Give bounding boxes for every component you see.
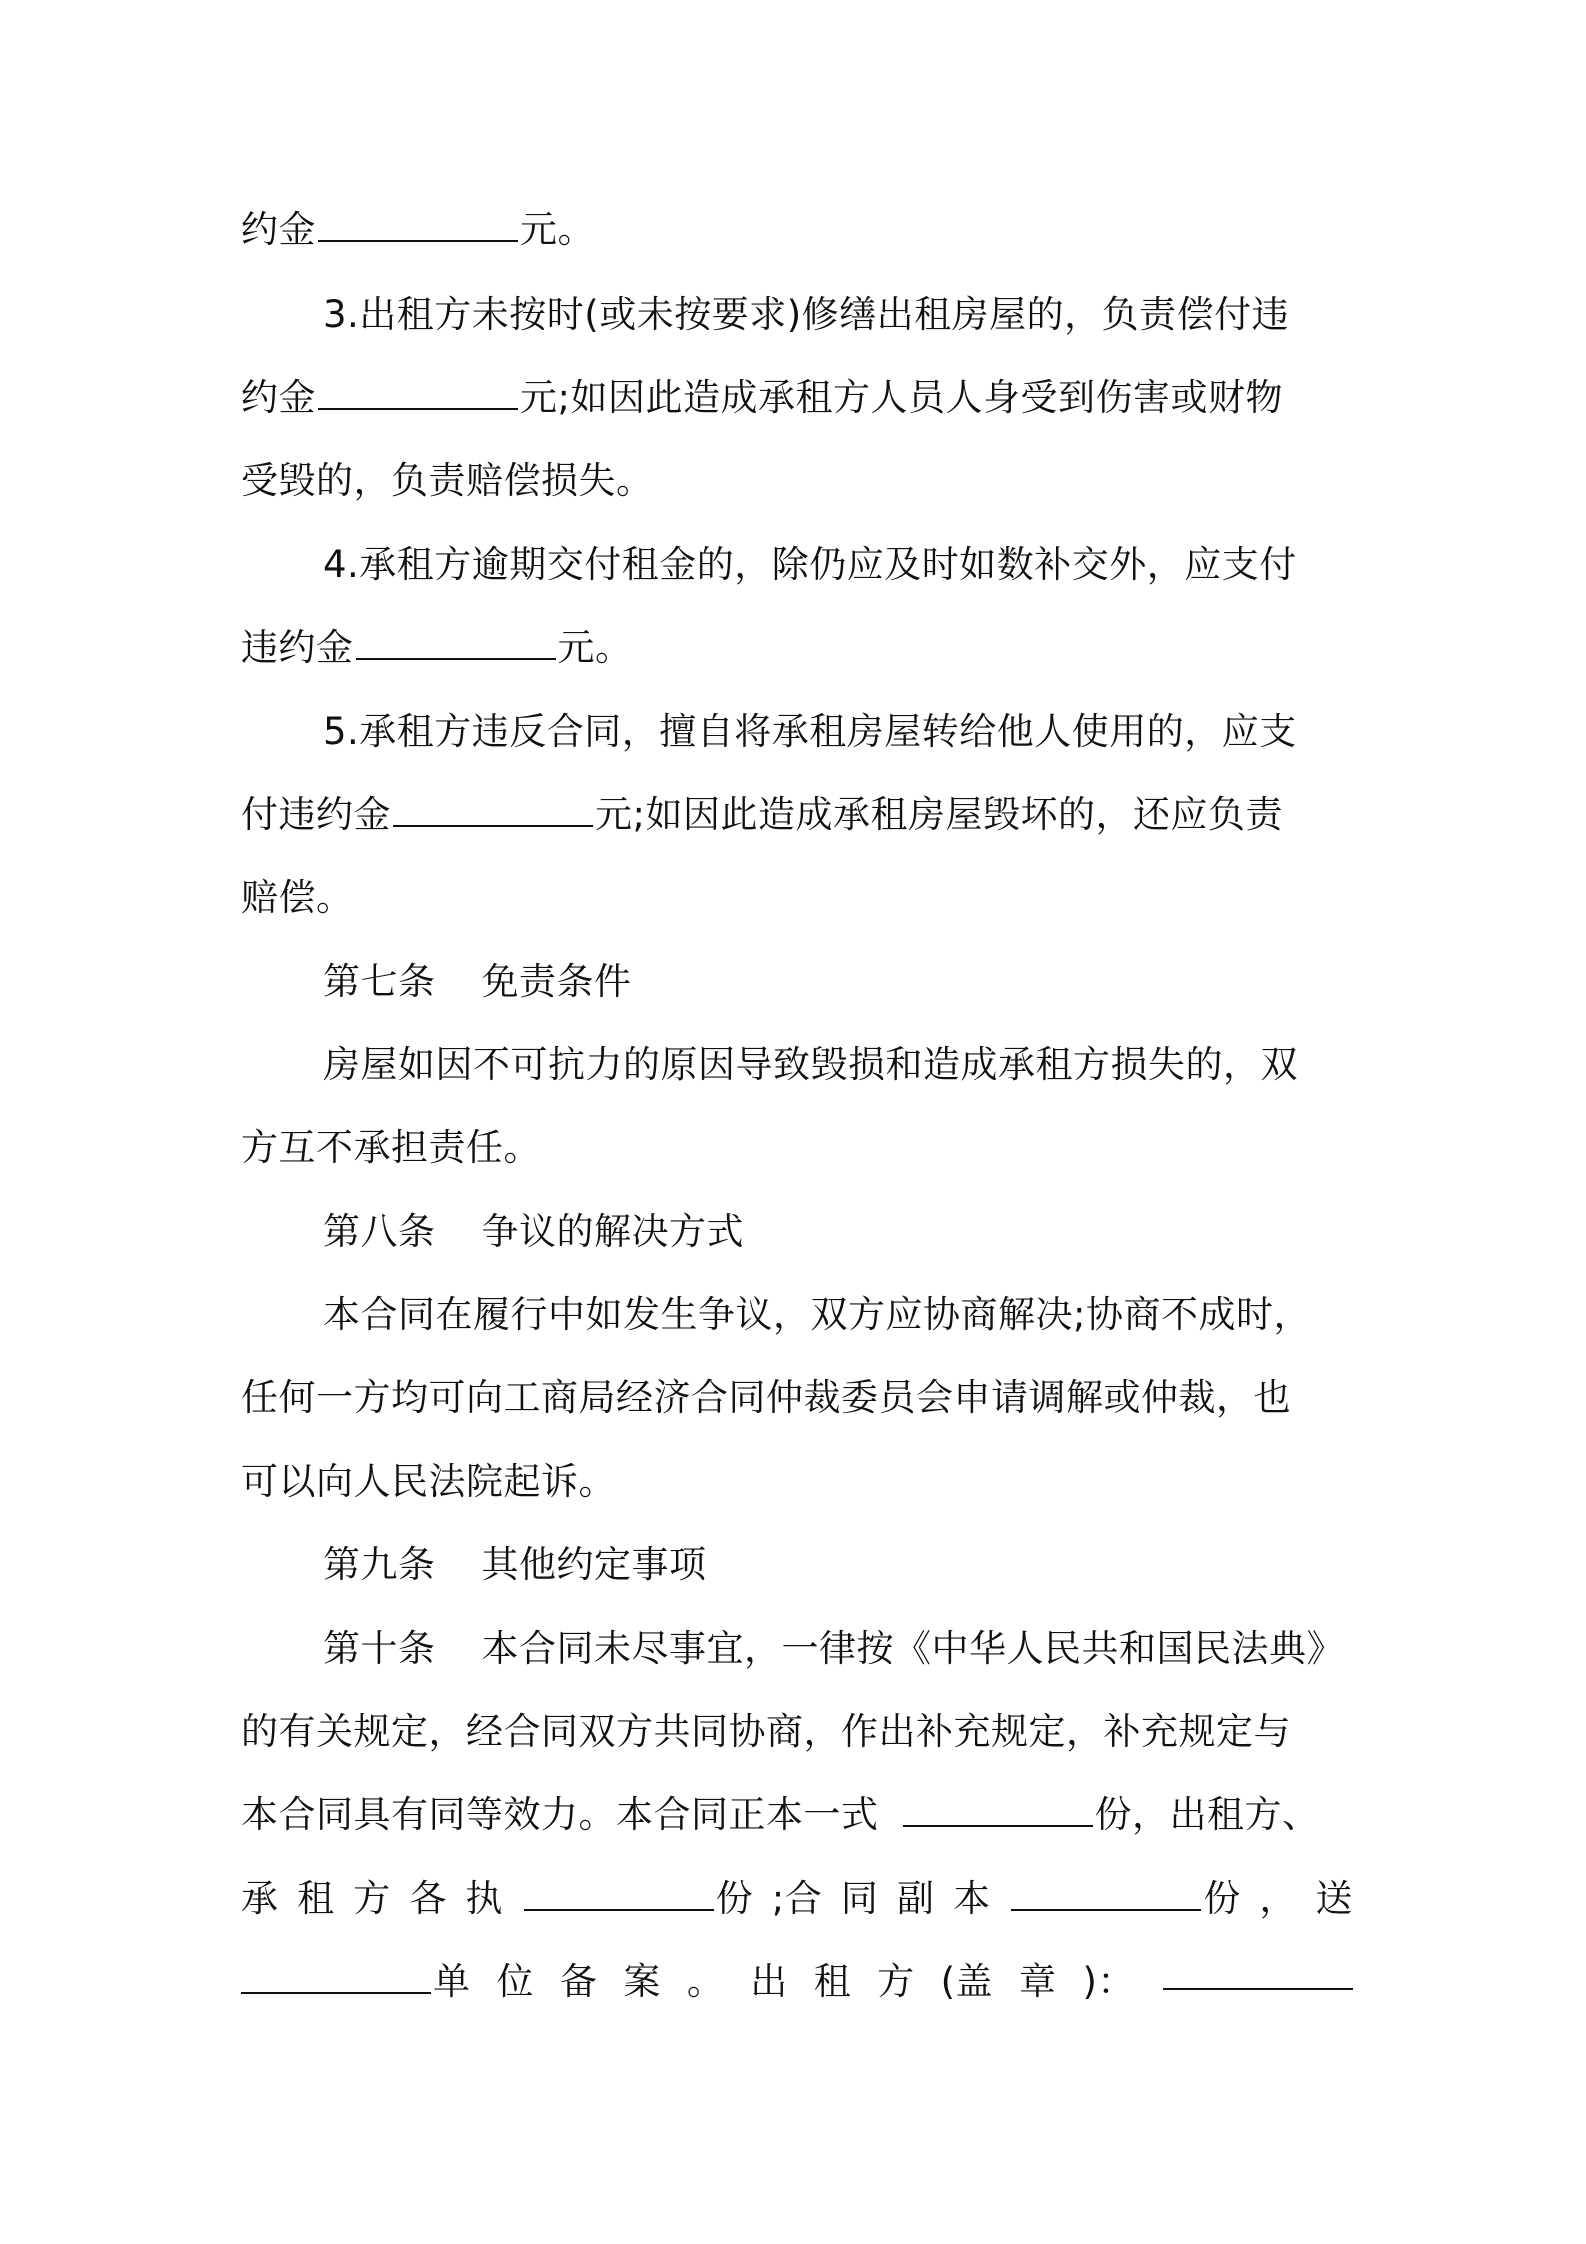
char: 案: [623, 1960, 661, 2003]
char: 方: [877, 1960, 915, 2003]
fill-blank[interactable]: [393, 789, 593, 827]
fill-blank[interactable]: [356, 622, 556, 660]
fill-blank[interactable]: [524, 1873, 714, 1911]
text-line: [241, 868, 1353, 928]
char: 承: [241, 1877, 279, 1920]
text-segment: 本合同具有同等效力。本合同正本一式: [241, 1793, 879, 1836]
fill-blank[interactable]: [1163, 1952, 1353, 1990]
char: 份: [715, 1877, 754, 1920]
text-segment: 本合同未尽事宜，一律按《中华人民共和国民法典》: [481, 1627, 1344, 1670]
char: 章: [1019, 1960, 1057, 2003]
text-line: [323, 702, 1353, 762]
char: ，: [1259, 1877, 1297, 1920]
text-segment: 方互不承担责任。: [241, 1126, 541, 1169]
char: 单: [433, 1960, 471, 2003]
article-title: 其他约定事项: [481, 1543, 707, 1586]
text-segment: 5.承租方违反合同，擅自将承租房屋转给他人使用的，应支: [323, 710, 1297, 753]
char: 执: [465, 1877, 503, 1920]
article-heading: [323, 952, 1353, 1012]
text-segment: 受毁的，负责赔偿损失。: [241, 459, 654, 502]
text-line: [241, 785, 1353, 845]
text-line: [323, 535, 1353, 595]
text-line: [241, 368, 1353, 428]
char: 租: [297, 1877, 335, 1920]
text-segment: 可以向人民法院起诉。: [241, 1460, 616, 1503]
article-heading: [323, 1202, 1353, 1262]
text-segment: 4.承租方逾期交付租金的，除仍应及时如数补交外，应支付: [323, 543, 1297, 586]
char: 出: [750, 1960, 788, 2003]
text-segment: 元;如因此造成承租方人员人身受到伤害或财物: [520, 376, 1283, 419]
text-segment: 的有关规定，经合同双方共同协商，作出补充规定，补充规定与: [241, 1710, 1291, 1753]
text-segment: 本合同在履行中如发生争议，双方应协商解决;协商不成时，: [323, 1293, 1311, 1336]
article-number: 第十条: [323, 1627, 436, 1670]
text-segment: 任何一方均可向工商局经济合同仲裁委员会申请调解或仲裁，也: [241, 1376, 1291, 1419]
char: 本: [953, 1877, 991, 1920]
text-line: [241, 451, 1353, 511]
text-line: [241, 1785, 1353, 1845]
text-line: [323, 1619, 1353, 1679]
article-title: 免责条件: [481, 960, 632, 1003]
char: 方: [353, 1877, 391, 1920]
text-segment: 房屋如因不可抗力的原因导致毁损和造成承租方损失的，双: [323, 1043, 1298, 1086]
article-number: 第七条: [323, 960, 436, 1003]
text-segment: 份，出租方、: [1094, 1793, 1320, 1836]
text-line: [241, 618, 1353, 678]
text-line: [323, 285, 1353, 345]
fill-blank[interactable]: [318, 204, 518, 242]
article-heading: [323, 1535, 1353, 1595]
char: 副: [896, 1877, 935, 1920]
char: 租: [813, 1960, 852, 2003]
char: )：: [1082, 1960, 1135, 2003]
text-line: [241, 1368, 1353, 1428]
char: 同: [840, 1877, 879, 1920]
text-line: [241, 200, 1353, 260]
text-line: [323, 1035, 1353, 1095]
text-segment: 约金: [241, 208, 316, 251]
text-segment: 元。: [520, 208, 595, 251]
char: 位: [496, 1960, 534, 2003]
fill-blank[interactable]: [1011, 1873, 1201, 1911]
article-title: 争议的解决方式: [481, 1210, 744, 1253]
char: (盖: [940, 1960, 994, 2003]
text-segment: 元。: [557, 626, 633, 669]
text-segment: 付违约金: [241, 793, 391, 836]
text-line: [241, 1869, 1353, 1929]
char: 送: [1315, 1877, 1353, 1920]
char: ;合: [771, 1877, 823, 1920]
text-line: [241, 1118, 1353, 1178]
article-number: 第八条: [323, 1210, 436, 1253]
text-line: [241, 1702, 1353, 1762]
fill-blank[interactable]: [318, 372, 518, 410]
article-number: 第九条: [323, 1543, 436, 1586]
fill-blank[interactable]: [241, 1956, 431, 1994]
char: 份: [1203, 1877, 1241, 1920]
text-segment: 约金: [241, 376, 316, 419]
text-segment: 元;如因此造成承租房屋毁坏的，还应负责: [595, 793, 1283, 836]
char: 备: [559, 1960, 598, 2003]
text-segment: 赔偿。: [241, 876, 354, 919]
text-line: [323, 1285, 1353, 1345]
text-line: [241, 1952, 1353, 2012]
text-segment: 3.出租方未按时(或未按要求)修缮出租房屋的，负责偿付违: [323, 293, 1290, 336]
text-line: [241, 1452, 1353, 1512]
fill-blank[interactable]: [903, 1789, 1093, 1827]
text-segment: 违约金: [241, 626, 354, 669]
char: 。: [686, 1960, 725, 2003]
char: 各: [409, 1877, 447, 1920]
